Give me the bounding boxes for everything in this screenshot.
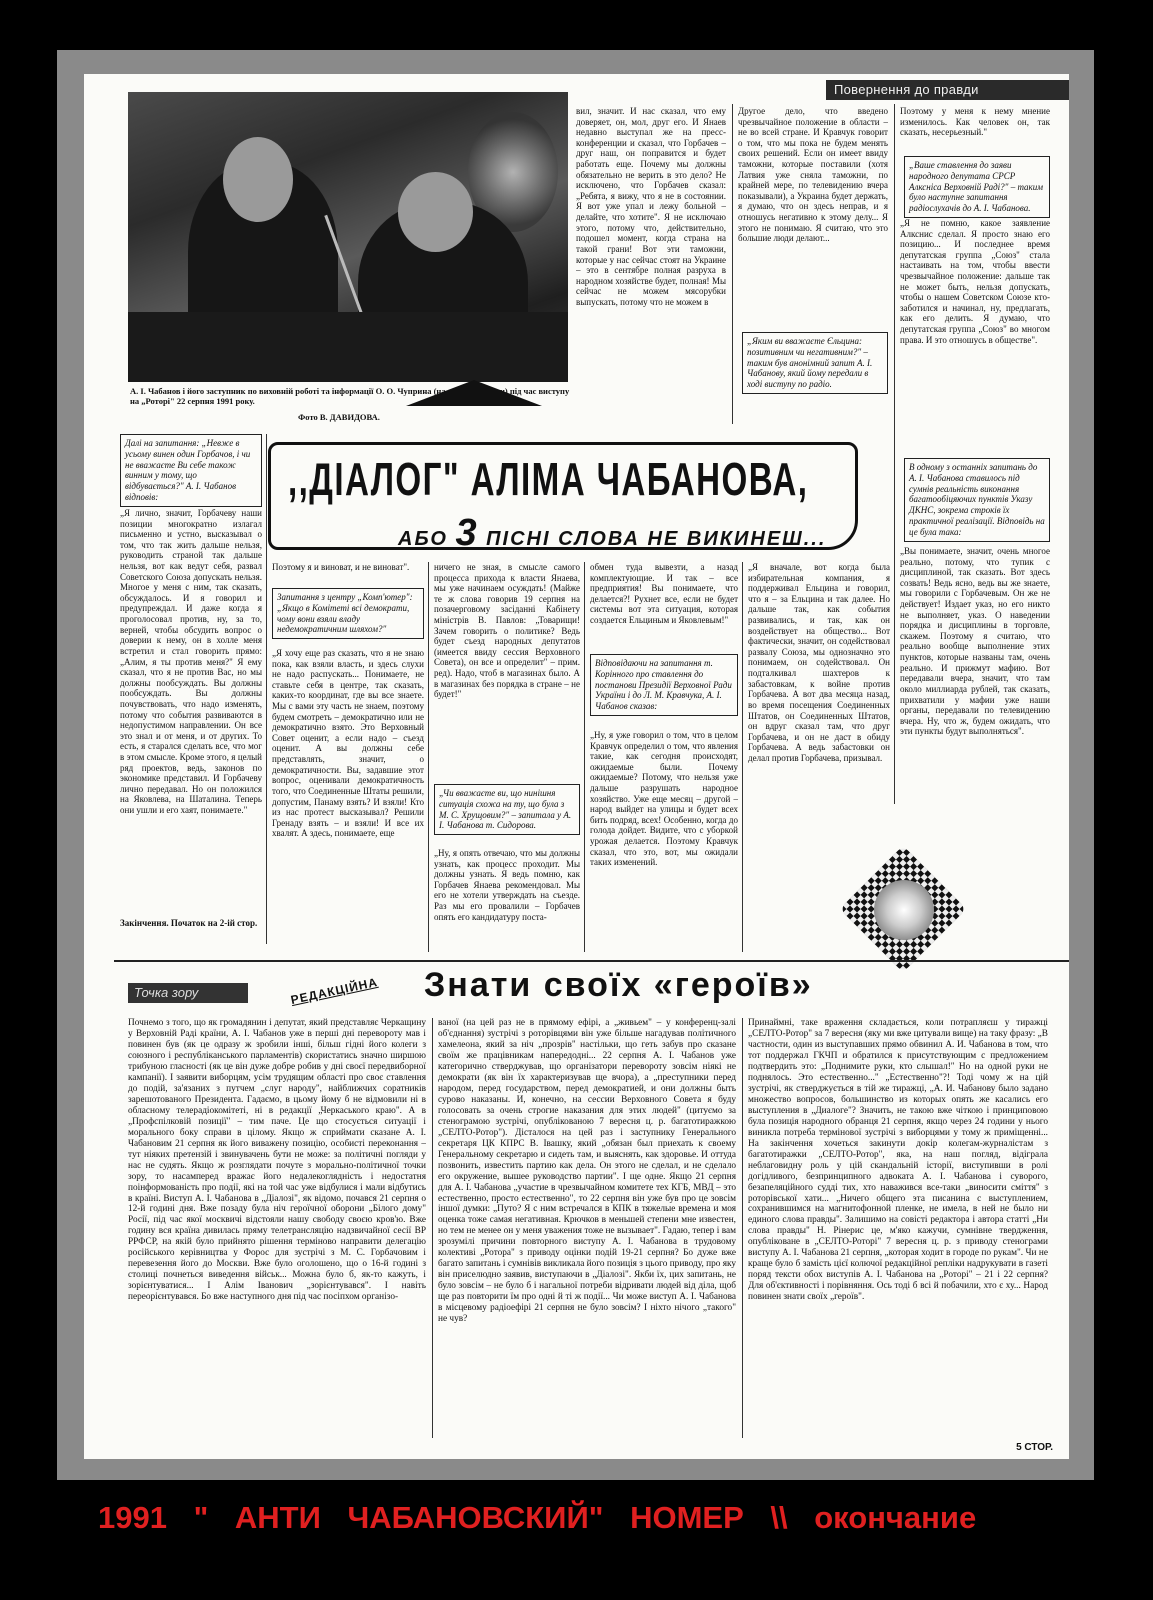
- column-rule: [742, 562, 743, 952]
- headline-block: [268, 434, 878, 554]
- column-rule: [266, 434, 267, 944]
- article-col3b-bottom: „Ну, я опять отвечаю, что мы должны узнать, как процесс проходит. Мы должны узнать. Я ведь помню, как Горбачев Янаева рекомендовал. Мы его не хотели утверждать на съезде. Раз мы его провалили – Горбачев опять его кандидатуру поста-: [434, 848, 580, 922]
- table-shape: [128, 312, 568, 382]
- footer-suffix: \\ окончание: [770, 1500, 977, 1535]
- quote-box-ukaz: В одному з останніх запитань до А. І. Чабанова ставилось під сумнів реальність виконання багатообіцяючих пунктів Указу ДКНС, зокрема строків їх практичної реалізації. Відповідь на це була така:: [904, 458, 1050, 542]
- face-left: [223, 137, 293, 222]
- article-col3-bottom: „Вы понимаете, значит, очень многое реально, потому, что тупик с дисциплиной, так сказать. Вот здесь созвать! Ведь ясно, ведь вы же знаете, мы говорили с Горбачевым. Он же не действует! Издает указ, но его никто не выполняет, указ. О наведении порядка и дисциплины в торговле, скажем. Поэтому я считаю, что реально вообще выполнение этих пунктов, которые названы там, очень реально. И прижмут мафию. Вот передавали вчера, значит, что там около миллиарда рублей, так сказать, прихватили у мафии уже наши органы, передавали по телевидению вчера. Ну, что ж, будем ожидать, что эти пункты будут выполняться".: [900, 546, 1050, 737]
- circle-ornament-icon: [874, 880, 934, 940]
- photo-caption: А. І. Чабанов і його заступник по виховній роботі та інформації О. О. Чуприна (на знімку ліворуч) під час виступу на „Роторі" 22 серпня 1991 року.: [130, 386, 570, 407]
- continued-note: Закінчення. Початок на 2-ій стор.: [120, 918, 258, 928]
- footer-name: " АНТИ ЧАБАНОВСКИЙ": [193, 1500, 604, 1535]
- article-left-col-wrap: [120, 434, 262, 954]
- quote-box-komp: Запитання з центру „Комп'ютер": „Якщо в Комітеті всі демократи, чому вони взяли владу недемократичним шляхом?": [272, 588, 424, 639]
- column-rule: [432, 1018, 433, 1438]
- column-rule: [584, 562, 585, 952]
- article2-col2: ваної (на цей раз не в прямому ефірі, а „живьем" – у конференц-залі об'єднання) зустрічі з роторівцями він уже більше нагадував політичного хамелеона, який за ніч „прозрів" настільки, що геть забув про сказане своїм же працівникам напередодні... 22 серпня А. І. Чабанов уже категорично стверджував, що організатори перевороту зовсім ніякі не демократи (як він їх характеризував ще вчора), а „преступники перед народом, перед государством, перед демократией, и они должны быть сурово наказаны. И, конечно, на сессии Верховного Совета я буду голосовать за очень строгие наказания для этих людей" (цитуємо за стенограмою зустрічі, опублікованою 7 вересня ц. р. багатотиражкою „СЕЛТО-Ротор"). Дісталося на цей раз і заступнику Генерального секретаря ЦК КПРС В. Івашку, який „обязан был приехать к своему Генеральному секретарю и сидеть там, и выяснять, как здоровье. И оттуда позвонить, известить партию как дела. Он этого не сделал, и не сделало его окружение, вышее руководство партии". І ще одне. Якщо 21 серпня для А. І. Чабанова „участие в чрезвычайном комитете тех КГБ, МВД – это естественно, просто естественно", то 22 серпня він уже був про це зовсім іншої думки: „Путо? Я с ним встречался в КПК в тяжелые времена и моя оценка тоже самая негативная. Крючков в меньшей степени мне известен, но тем не менее он у меня уважения тоже не вызывает". Гадаю, тепер і вам зрозумілі причини повторного виступу А. І. Чабанова в трудовому колективі „Ротора" з приводу оцінки подій 19-21 серпня? Бо дуже вже багато запитань і сумнівів викликала його позиція з цього приводу, про яку він приселюдно заявив, виступаючи в „Діалозі". Якби їх, цих запитань, не було зовсім – не було б і нагальної потреби відривати людей від діла, щоб ще раз повторити їм про одні й ті ж події... Чи може виступ А. І. Чабанова в місцевому радіоефірі 21 серпня не було зовсім? І ніхто нічого „такого" не чув?: [438, 1018, 736, 1325]
- section-tab-label: Точка зору: [128, 983, 248, 1003]
- article-col3-text: „Я не помню, какое заявление Алкснис сделал. Я просто знаю его позицию... И последнее время депутатская группа „Союз" стала настаивать на том, чтобы ввести чрезвычайное положение: дальше так не может быть, нельзя допускать, чтобы о нашем Советском Союзе кто-заботился и начинал, ну, предлагать, как его делить. Я думаю, что депутатская группа „Союз" во многом права. И это отношусь в обществе".: [900, 218, 1050, 345]
- quote-box-yeltsin: „Яким ви вважаєте Єльцина: позитивним чи негативним?" – таким був анонімний запит А. І. Чабанову, який йому передали в ході виступу по радіо.: [742, 332, 888, 394]
- newspaper-page: [84, 74, 1069, 1459]
- article-col3-wrap: [900, 106, 1050, 866]
- article-left-text: „Я лично, значит, Горбачеву наши позиции многократно излагал письменно и устно, высказывал о том, что так жить дальше нельзя, руководить страной так дальше нельзя, вот как ведут себя, развал Советского Союза допускать нельзя. Многое у меня с ним, так сказать, обсуждалось. И я говорил и предупреждал. И даже когда я проголосовал против, ну, за то, верней, чтобы обсудить вопрос о доверии к нему, он в холле меня встретил и стал говорить прямо: „Алим, я ты против меня?" Я ему сказал, что я не против Вас, но мы должны пообсуждать. Вы должны пообсуждать. Вы должны почувствовать, что надо изменять, потому что события развиваются в недопустимом направлении. Он все это знал и от меня, и от других. То есть, я старался сделать все, что мог в этом смысле. Кроме этого, я целый ряд проектов, ведь, законов по экономике представил. И Горбачеву лично передавал. Но он положился на Яковлева, на Шаталина. Теперь они ушли и его хаят, понимаете.": [120, 508, 262, 816]
- press-photo: [128, 92, 568, 382]
- quote-box-alksnis: „Ваше ставлення до заяви народного депутата СРСР Алксніса Верховній Раді?" – таким було наступне запитання радіослухачів до А. І. Чабанова.: [904, 156, 1050, 218]
- article-col2-text: „Я хочу еще раз сказать, что я не знаю пока, как взяли власть, и здесь слухи не надо распускать... Понимаете, не ставьте себя в центре, так сказать, каких-то координат, где вы все знаете. Мы с вами эту часть не знаем, поэтому будем смотреть – демократично или не демократично взято. Это Верховный Совет оценит, а если надо – съезд оценит. А вы должны себе представлять, значит, о демократичности. Вы, задавшие этот вопрос, оценивали демократичность того, что Соединенные Штаты решили, допустим, Панаму взять? И взяли! Кто из нас протест высказывал? Решили Гренаду взять – и взяли! И все их хвалят. А здесь, понимаете, еще: [272, 648, 424, 839]
- subtitle-before: АБО: [398, 528, 448, 550]
- quote-box-gorbachev: Далі на запитання: „Невже в усьому винен один Горбачов, і чи не вважаєте Ви себе також винним у тому, що відбувається?" А. І. Чабанов відповів:: [120, 434, 262, 507]
- rubric-label: Повернення до правди: [826, 80, 1069, 100]
- article-col4-top: обмен туда вывезти, а назад комплектующие. И так – все предприятия! Вы понимаете, что делается?! Рухнет все, если не будет системы вот эта ситуация, которая создается Ельциным и Яковлевым!": [590, 562, 738, 626]
- article2-title: Знати своїх «героїв»: [424, 966, 813, 1004]
- article-top-col1: вил, значит. И нас сказал, что ему доверяет, он, мол, друг его. И Янаев недавно выступал же на пресс-конференции и сказал, что Горбачев – друг наш, он поправится и будет работать еще. Почему мы должны обязательно не верить в это дело? Не исключено, что Горбачев сказал: „Ребята, я вижу, что я не в состоянии. Я вот уже упал и лежу больной – делайте, что хотите". Я не исключаю этого, потому что, действительно, подошел момент, когда страна на такой грани! Вот эти таможни, которые у нас сейчас стоят на Украине – это в сентябре полная разруха в народном хозяйстве будет, полная! Мы сейчас не можем мясорубки выпускать, потому что не можем в: [576, 106, 726, 307]
- footer-title: [98, 1500, 1058, 1536]
- page-number: 5 СТОР.: [1016, 1442, 1053, 1453]
- article-top-col2-wrap: [738, 106, 888, 426]
- editorial-stamp: РЕДАКЦІЙНА: [289, 974, 380, 1008]
- article-col2-top: Поэтому я и виноват, и не виноват".: [272, 562, 410, 572]
- face-right: [398, 172, 473, 252]
- article-col4-wrap: [590, 562, 738, 952]
- article-col3b-wrap: [434, 562, 580, 952]
- triangle-icon: [406, 380, 542, 406]
- article2-col3: Принаймні, таке враження складається, коли потрапляєш у тиражці „СЕЛТО-Ротор" за 7 вересня (яку ми вже цитували вище) на таку фразу: „В частности, один из выступавших прямо обвинил А. И. Чабанова в том, что тот поддержал ГКЧП и обратился к присутствующим с предложением подтвердить это: „Поднимите руки, кто слышал!" Но на одной руки не поднялось. Это естественно..." „Естественно"?! Тоді чому ж на цій зустрічі, як стверджується в тій же тиражці, „А. И. Чабанову было задано множество вопросов, большинство из которых опять же касались его выступления в „Диалоге"? Значить, не такою вже чіткою і принциповою була позиція народного обранця 21 серпня, якщо через 24 години у нього виникла потреба термінової зустрічі з виборцями у тому ж приміщенні... На закінчення хочеться закинути докір колегам-журналістам з багатотиражки „СЕЛТО-Ротор", яка, на наш погляд, відіграла неблаговидну роль у цій скандальній історії, виступивши в ролі догідливого, безпринципного адвоката А. І. Чабанова і суворого, безапеляційного судді тих, хто наважився все-таки „виносити сміття" з роторівської хати... „Ничего общего эта писанина с выступлением, сохранившимся на магнитофонной пленке, не имела, в ней не было ни единого слова правды". Залишимо на совісті редактора і автора статті „Ни слова правды" Н. Рінерис це, м'яко кажучи, сумнівне твердження, опубліковане в „СЕЛТО-Роторі" 7 вересня ц. р. з приводу стенограми виступу А. І. Чабанова 21 серпня, „которая ходит в городе по рукам". Чи не краще було б замість цієї колючої редакційної репліки надрукувати в газеті поряд тексти обох виступів А. І. Чабанова на „Роторі" – 21 і 22 серпня? Для об'єктивності і порівняння. Ось тоді б всі й побачили, хто є ху... Народ повинен знати своїх „героїв".: [748, 1018, 1048, 1303]
- column-rule: [428, 562, 429, 952]
- column-rule: [732, 104, 733, 424]
- section-divider: [114, 960, 1069, 962]
- article2-col1: Почнемо з того, що як громадянин і депутат, який представляє Черкащину у Верховній Раді країни, А. І. Чабанов уже в перші дні перевороту мав і повинен був (як це одразу ж зробили інші, більш гідні його колеги з союзного і республіканського парламентів) скористатись значно ширшою трибуною гласності (як це він дуже добре робив у дні своєї передвиборної кампанії). І заявити виборцям, усім трудящим області про своє ставлення до подій, за'язаних з путчем „слуг народу", найближчих соратників зарешотованого Президента. Гадаємо, в цьому йому б не відмовили ні в обласному телерадіокомітеті, ні в редакції „Черкаського краю". А в „Профспілковій позиції" – тим паче. Це що стосується ситуації і морального боку справи в цілому. Якщо ж сприймати сказане А. І. Чабановим 21 серпня як його виважену позицію, особисті переконання – тут ніяких претензій і звинувачень бути не може: за політичні погляди у нас не судять. Якщо ж розглядати почуте з морально-політичної точки зору, то насамперед вражає його недалекоглядність і недостатня поінформованість про події, які на той час уже відбулися і мали відбутись в країні. Виступ А. І. Чабанова в „Діалозі", як відомо, почався 21 серпня о 12-й годині дня. Вже позаду була ніч героїчної оборони „Білого дому" Росії, під час якої москвичі відстояли нашу свободу своєю кров'ю. Вже годину вся країна дивилась пряму телетрансляцію надзвичайної сесії ВР РРФСР, на якій було прийнято рішення терміново направити делегацію російського керівництва у Форос для зустрічі з М. С. Горбачовим і перевезення його до Москви. Вже було оголошено, що о 16-й годині з столиці почнеться виведення військ... Можна було б, як-то кажуть, і зорієнтуватися... І Алім Іванович „зорієнтувався". І навіть переорієнтувався. Бо вже наступного дня під час посіпхом організо-: [128, 1018, 426, 1303]
- article-col5-text: „Я вначале, вот когда была избирательная компания, я поддерживал Ельцина и говорил, что я – за Ельцина и так далее. Но дальше так, как события развивались, и так, как он воздействует на общество... Вот фактически, значит, он содействовал развалу Союза, мы однозначно это понимаем, он содействовал. Он подталкивал шахтеров к забастовкам, к войне против Горбачева. А вот два месяца назад, во время посещения Соединенных Штатов, он Соединенных Штатов, он вдруг сказал там, что друг Горбачева, и он не даст в обиду Горбачева. А ведь забастовки он делал против Горбачева, призывал.: [748, 562, 890, 763]
- column-rule: [742, 1018, 743, 1438]
- quote-box-korinny: Відповідаючи на запитання т. Корінного про ставлення до постанови Президії Верховної Ради України і до Л. М. Кравчука, А. І. Чабанов сказав:: [590, 654, 738, 716]
- subtitle-after: ПІСНІ СЛОВА НЕ ВИКИНЕШ...: [486, 528, 827, 550]
- footer-year: 1991: [98, 1500, 167, 1535]
- footer-word: НОМЕР: [630, 1500, 744, 1535]
- column-rule: [894, 104, 895, 804]
- article-col2-wrap: [272, 562, 424, 952]
- quote-box-hrushchev: „Чи вважаєте ви, що нинішня ситуація схожа на ту, що була з М. С. Хрущовим?" – запитала у А. І. Чабанова т. Сидорова.: [434, 784, 580, 835]
- article-col3b-text: ничего не зная, в смысле самого процесса прихода к власти Янаева, мы уже начинаем осуждать! (Майже те ж слова говорив 19 серпня на позачерговому засіданні Кабінету міністрів В. Павлов: „Товарищи! Зачем говорить о политике? Ведь будет съезд народных депутатов (имеется ввиду сессия Верховного Совета), он все и определит" – прим. ред). Надо, чтоб в магазинах было. А в магазинах без порядка в стране – не будет!": [434, 562, 580, 700]
- photo-credit: Фото В. ДАВИДОВА.: [298, 412, 380, 422]
- article-top-col2: Другое дело, что введено чрезвычайное положение в области – не во всей стране. И Кравчук говорит о том, что мы пока не будем менять своих решений. Если он имеет ввиду таможни, которые поставили (хотя Латвия уже сняла таможни, по крайней мере, по телевидению вчера показывали), а Украина будет держать, я думаю, что он здесь неправ, и я отношусь негативно к этому делу... Я этого не понимаю. Я считаю, что это большие люди делают...: [738, 106, 888, 244]
- article-col4-text: „Ну, я уже говорил о том, что в целом Кравчук определил о том, что явления такие, как сегодня происходят, ожидаемые были. Почему ожидаемые? Потому, что нельзя уже дальше разрушать народное хозяйство. Уже еще месяц – другой – народ выйдет на улицы и будет всех бить подряд, всех! Особенно, когда до голода дойдет. Видите, что с уборкой урожая делается. Поэтому Кравчук сказал, что это, вот, мы ожидали таких изменений.: [590, 730, 738, 868]
- subtitle-number: 3: [455, 512, 479, 554]
- article-top-col3: Поэтому у меня к нему мнение изменилось. Как человек он, так сказать, несерьезный.": [900, 106, 1050, 138]
- headline-subtitle: [398, 512, 826, 555]
- headline-title: ,,ДІАЛОГ" АЛІМА ЧАБАНОВА,: [288, 453, 809, 505]
